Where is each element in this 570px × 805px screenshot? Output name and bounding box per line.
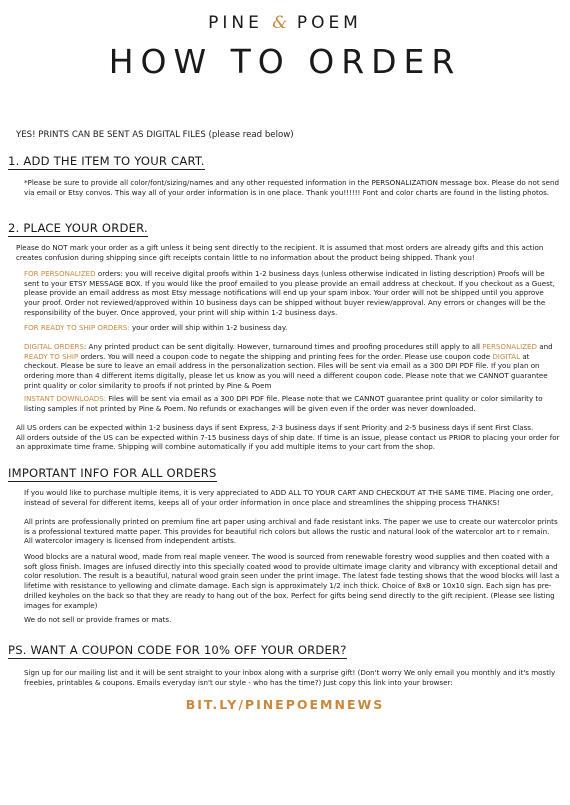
page-title: HOW TO ORDER	[108, 42, 462, 81]
digital-orders-paragraph	[24, 342, 560, 391]
instant-text: Files will be sent via email as a 300 DPI PDF file. Please note that we CANNOT guarantee print quality or color similarity to listing samples if not printed by Pine & Poem. No refunds or exachanges will be given even if the order was never downloaded.	[24, 394, 543, 413]
personalized-label: FOR PERSONALIZED	[24, 269, 96, 278]
brand-word-poem: POEM	[296, 13, 362, 33]
personalized-text: orders: you will receive digital proofs within 1-2 business days (unless otherwise indicated in listing description) Proofs will be sent to your ETSY MESSAGE BOX. If you would like the proof emailed to you please provide an email address at checkout. If you checkout as a Guest, please provide an email address as most Etsy message notifications will end up your spam inbox. Your order will not be shipped until you approve your proof. Order not reviewed/approved within 10 business days can be shipped without buyer review/approval. Any errors or changes will be the responsibility of the buyer. Once approved, your print will ship within 1-2 business days.	[24, 269, 555, 317]
instant-downloads-paragraph	[24, 394, 560, 413]
brand-word-pine: PINE	[208, 13, 263, 33]
shipping-paragraph	[16, 423, 560, 452]
digital-text-1: : Any printed product can be sent digitally. However, turnaround times and proofing procedures still apply to all	[83, 342, 483, 351]
ready-label: FOR READY TO SHIP ORDERS:	[24, 323, 130, 332]
section-1-heading: 1. ADD THE ITEM TO YOUR CART.	[8, 154, 205, 168]
brand-ampersand: &	[272, 13, 288, 33]
wood-blocks-paragraph: Wood blocks are a natural wood, made from real maple veneer. The wood is sourced from renewable forestry wood supplies and then coated with a soft gloss finish. Images are infused directly into this specially coated wood to provide ultimate image clarity and vibrancy with exceptional detail and color resolution. The result is a beautiful, natural wood grain seen under the print image. The latest fade testing shows that the wood blocks will last a lifetime with resistance to yellowing and climate damage. Each sign is approximately 1/2 inch thick. Choice of 8x8 or 10x10 sign. Each sign has pre-drilled keyholes on the back so that they are ready to hang out of the box. Perfect for gifts being send directly to the gift recipient. (Please see listing images for example)	[24, 552, 560, 610]
ready-to-ship-paragraph	[24, 323, 560, 333]
gift-note: Please do NOT mark your order as a gift unless it being sent directly to the recipient. It is assumed that most orders are already gifts and this action creates confusion during shipping since gift receipts contain little to no information about the product being shipped. Thank you!	[16, 243, 544, 262]
digital-text-4: at checkout. Please be sure to leave an email address in the personalization section. Files will be sent via email as a 300 DPI PDF file. If you plan on ordering more than 4 different items digitally, please let us know as you will need a different coupon code. Please note that we CANNOT guarantee print quality or color similarity to proofs if not printed by Pine & Poem	[24, 351, 548, 390]
intro-note: YES! PRINTS CAN BE SENT AS DIGITAL FILES (please read below)	[16, 130, 294, 140]
instant-label: INSTANT DOWNLOADS:	[24, 394, 107, 403]
mailing-list-paragraph: Sign up for our mailing list and it will be sent straight to your inbox along with a surprise gift! (Don't worry We only email you monthly and it's mostly freebies, printables & coupons. Emails everyday isn't our style - who has the time?) Just copy this link into your browser:	[24, 668, 556, 687]
brand-logo	[0, 13, 570, 33]
digital-coupon-code: DIGITAL	[492, 351, 521, 361]
section-2-heading: 2. PLACE YOUR ORDER.	[8, 221, 148, 235]
prints-paragraph: All prints are professionally printed on premium fine art paper using archival and fade resistant inks. The paper we use to create our watercolor prints is a professional textured matte paper. This provides for beautiful rich colors but allows the rustic and natural look of the watercolor art to r remain. All watercolor imagery is licensed from independent artists.	[24, 517, 558, 546]
digital-label: DIGITAL ORDERS	[24, 342, 84, 351]
shipping-international: All orders outside of the US can be expected within 7-15 business days of ship date. If time is an issue, please contact us PRIOR to placing your order for an approximate time frame. Shipping will combine automatically if you add multiple items to your cart from the shop.	[16, 432, 560, 452]
section-1-text: *Please be sure to provide all color/font/sizing/names and any other requested information in the PERSONALIZATION message box. Please do not send via email or Etsy convos. This way all of your order information is in one place. Thank you!!!!!! Font and color charts are found in the listing photos.	[24, 178, 559, 197]
shipping-us: All US orders can be expected within 1-2 business days if sent Express, 2-3 business days if sent Priority and 2-5 business days if sent First Class.	[16, 423, 534, 432]
digital-personalized: PERSONALIZED	[482, 342, 537, 351]
frames-note: We do not sell or provide frames or mats.	[24, 615, 172, 624]
digital-ready-to-ship: READY TO SHIP	[24, 351, 79, 361]
digital-text-2: and	[537, 342, 553, 351]
coupon-heading: PS. WANT A COUPON CODE FOR 10% OFF YOUR ORDER?	[8, 643, 347, 657]
digital-text-3: orders. You will need a coupon code to negate the shipping and printing fees for the order. Please use coupon code	[78, 351, 493, 361]
newsletter-link[interactable]: BIT.LY/PINEPOEMNEWS	[185, 697, 385, 712]
personalized-paragraph	[24, 269, 560, 318]
ready-text: your order will ship within 1-2 business day.	[129, 323, 288, 332]
important-info-heading: IMPORTANT INFO FOR ALL ORDERS	[8, 466, 217, 480]
multiple-items-paragraph: If you would like to purchase multiple items, it is very appreciated to ADD ALL TO YOUR CART AND CHECKOUT AT THE SAME TIME. Placing one order, instead of several for different items, keeps all of your order information in once place and streamlines the shipping process THANKS!	[24, 488, 554, 507]
